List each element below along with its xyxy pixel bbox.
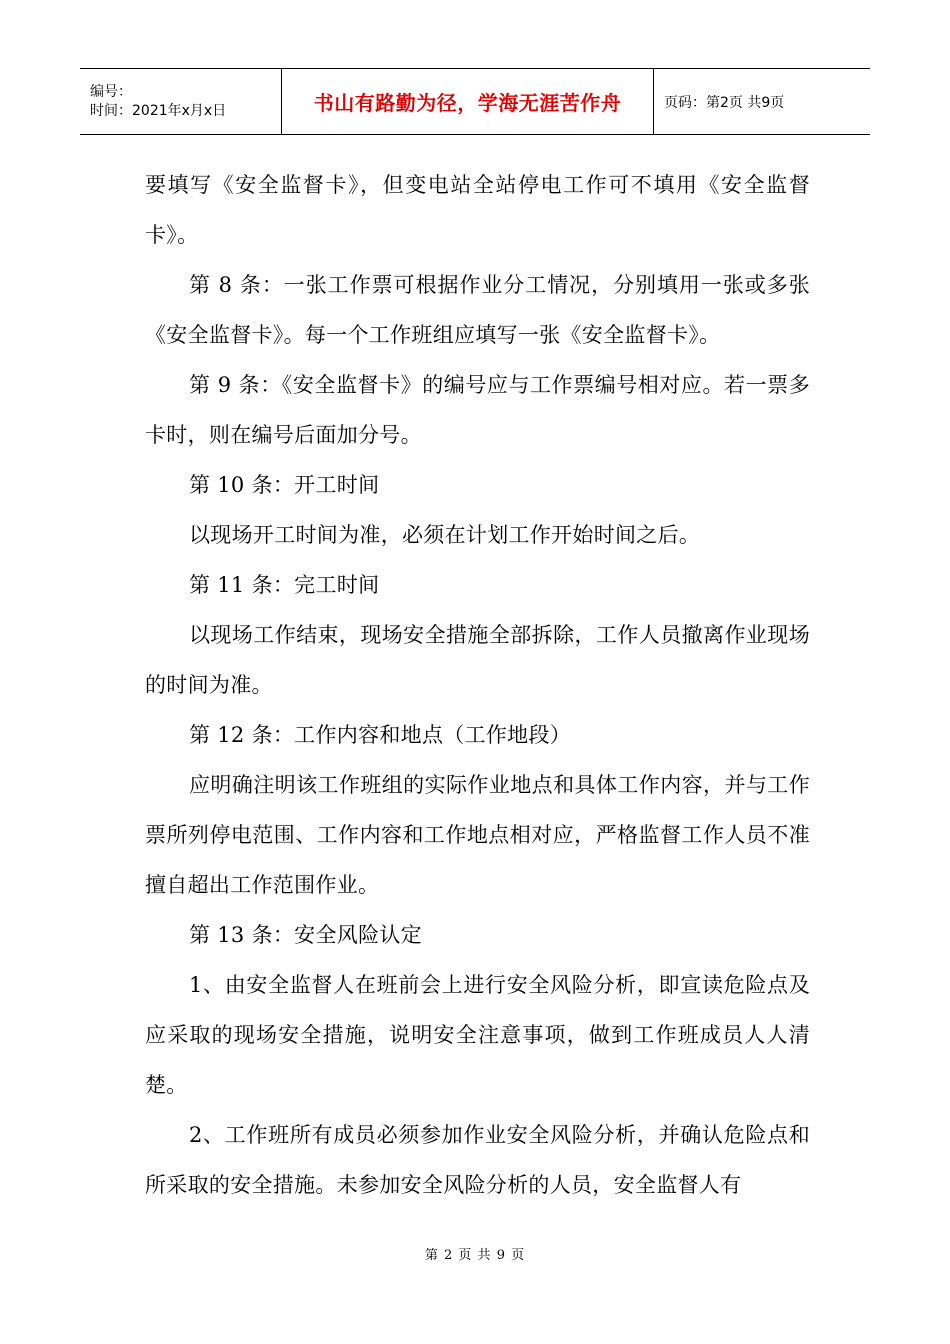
paragraph: 要填写《安全监督卡》，但变电站全站停电工作可不填用《安全监督卡》。: [145, 173, 810, 247]
page-header: [80, 68, 870, 135]
list-item: 1、由安全监督人在班前会上进行安全风险分析，即宣读危险点及应采取的现场安全措施，说明安全注意事项，做到工作班成员人人清楚。: [145, 973, 810, 1097]
document-body: [145, 160, 810, 1210]
header-page-info-cell: [654, 69, 870, 134]
section-heading: 第 10 条：开工时间: [189, 473, 380, 497]
document-number: 编号：: [90, 83, 132, 100]
header-motto: 书山有路勤为径，学海无涯苦作舟: [313, 91, 622, 115]
paragraph: 第 8 条：一张工作票可根据作业分工情况，分别填用一张或多张《安全监督卡》。每一个工作班组应填写一张《安全监督卡》。: [145, 273, 810, 347]
page-footer: 第 2 页 共 9 页: [424, 1248, 526, 1263]
document-date: 时间：2021年x月x日: [90, 102, 227, 119]
section-heading: 第 13 条：安全风险认定: [189, 923, 422, 947]
paragraph: 以现场工作结束，现场安全措施全部拆除，工作人员撤离作业现场的时间为准。: [145, 623, 810, 697]
header-page-info: 页码：第2页 共9页: [664, 94, 785, 111]
list-item: 2、工作班所有成员必须参加作业安全风险分析，并确认危险点和所采取的安全措施。未参加安全风险分析的人员，安全监督人有: [145, 1123, 810, 1197]
paragraph: 以现场开工时间为准，必须在计划工作开始时间之后。: [189, 523, 701, 547]
section-heading: 第 12 条：工作内容和地点（工作地段）: [189, 723, 572, 747]
header-meta: [80, 69, 282, 134]
paragraph: 第 9 条：《安全监督卡》的编号应与工作票编号相对应。若一票多卡时，则在编号后面加分号。: [145, 373, 810, 447]
header-motto-cell: [282, 69, 654, 134]
section-heading: 第 11 条：完工时间: [189, 573, 380, 597]
paragraph: 应明确注明该工作班组的实际作业地点和具体工作内容，并与工作票所列停电范围、工作内容和工作地点相对应，严格监督工作人员不准擅自超出工作范围作业。: [145, 773, 810, 897]
